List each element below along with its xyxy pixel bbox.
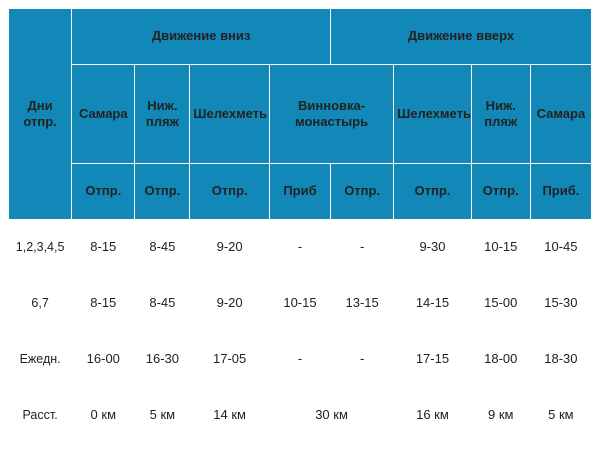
station-header-nizh-plyazh-up: Ниж. пляж [471, 65, 530, 164]
distance-cell: 30 км [269, 387, 393, 443]
row-cell: 9-20 [190, 219, 269, 275]
subheader-otpr-3: Отпр. [190, 163, 269, 219]
row-days: 1,2,3,4,5 [9, 219, 72, 275]
row-cell: 9-30 [394, 219, 471, 275]
row-cell: 18-30 [530, 331, 591, 387]
direction-up-header: Движение вверх [331, 9, 592, 65]
subheader-otpr-4: Отпр. [331, 163, 394, 219]
station-header-row [9, 65, 592, 164]
distance-cell: 0 км [72, 387, 135, 443]
row-cell: 8-45 [135, 275, 190, 331]
row-days: 6,7 [9, 275, 72, 331]
row-cell: 10-15 [269, 275, 330, 331]
row-cell: 17-15 [394, 331, 471, 387]
row-cell: 10-15 [471, 219, 530, 275]
row-days: Ежедн. [9, 331, 72, 387]
row-cell: 8-15 [72, 219, 135, 275]
subheader-otpr-6: Отпр. [471, 163, 530, 219]
station-header-nizh-plyazh-down: Ниж. пляж [135, 65, 190, 164]
row-cell: - [331, 219, 394, 275]
row-cell: 17-05 [190, 331, 269, 387]
row-cell: 15-00 [471, 275, 530, 331]
row-cell: 18-00 [471, 331, 530, 387]
table-row [9, 275, 592, 331]
station-header-samara-down: Самара [72, 65, 135, 164]
row-cell: 16-30 [135, 331, 190, 387]
subheader-row [9, 163, 592, 219]
station-header-vinnovka: Винновка-монастырь [269, 65, 393, 164]
subheader-prib-2: Приб. [530, 163, 591, 219]
row-cell: 8-45 [135, 219, 190, 275]
distance-cell: 14 км [190, 387, 269, 443]
row-cell: 14-15 [394, 275, 471, 331]
table-row [9, 219, 592, 275]
timetable [8, 8, 592, 444]
row-cell: 10-45 [530, 219, 591, 275]
distance-cell: 9 км [471, 387, 530, 443]
direction-down-header: Движение вниз [72, 9, 331, 65]
days-header-cell: Дни отпр. [9, 9, 72, 220]
distance-row [9, 387, 592, 443]
subheader-prib-1: Приб [269, 163, 330, 219]
row-cell: 16-00 [72, 331, 135, 387]
subheader-otpr-5: Отпр. [394, 163, 471, 219]
row-cell: 15-30 [530, 275, 591, 331]
row-cell: - [269, 331, 330, 387]
row-cell: - [331, 331, 394, 387]
table-row [9, 331, 592, 387]
row-cell: 8-15 [72, 275, 135, 331]
distance-cell: 5 км [135, 387, 190, 443]
station-header-samara-up: Самара [530, 65, 591, 164]
distance-label: Расст. [9, 387, 72, 443]
row-cell: - [269, 219, 330, 275]
direction-header-row [9, 9, 592, 65]
row-cell: 13-15 [331, 275, 394, 331]
distance-cell: 16 км [394, 387, 471, 443]
subheader-otpr-1: Отпр. [72, 163, 135, 219]
station-header-shelekhmet-down: Шелехметь [190, 65, 269, 164]
station-header-shelekhmet-up: Шелехметь [394, 65, 471, 164]
distance-cell: 5 км [530, 387, 591, 443]
subheader-otpr-2: Отпр. [135, 163, 190, 219]
row-cell: 9-20 [190, 275, 269, 331]
